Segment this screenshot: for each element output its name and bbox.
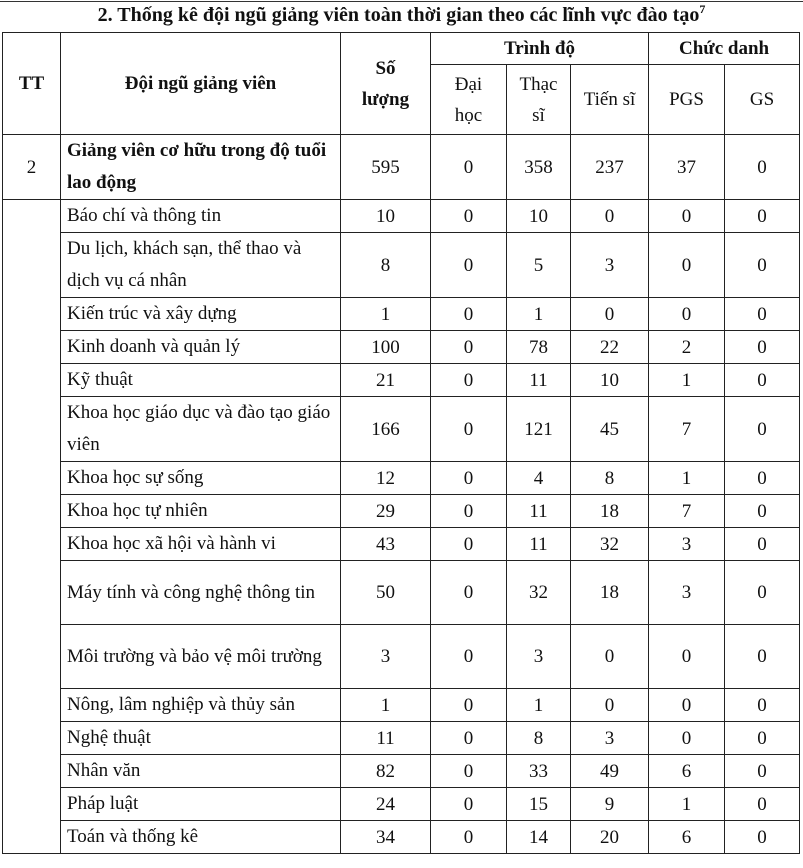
field-master: 32: [507, 561, 571, 625]
field-count: 24: [341, 788, 431, 821]
main-tt: 2: [3, 135, 61, 200]
field-prof: 0: [725, 722, 800, 755]
field-assoc-prof: 3: [649, 561, 725, 625]
field-count: 12: [341, 462, 431, 495]
field-bachelor: 0: [431, 462, 507, 495]
field-bachelor: 0: [431, 689, 507, 722]
field-prof: 0: [725, 755, 800, 788]
field-prof: 0: [725, 495, 800, 528]
header-count-line1: Số: [375, 57, 396, 79]
main-count: 595: [341, 135, 431, 200]
field-label: Khoa học xã hội và hành vi: [61, 528, 341, 561]
field-count: 10: [341, 200, 431, 233]
field-prof: 0: [725, 364, 800, 397]
main-bachelor: 0: [431, 135, 507, 200]
section-title: [0, 0, 803, 30]
field-bachelor: 0: [431, 788, 507, 821]
header-bachelor-line1: Đại: [454, 73, 483, 95]
footnote-marker: 7: [699, 2, 706, 16]
header-staff: Đội ngũ giảng viên: [61, 33, 341, 135]
field-doctor: 0: [571, 298, 649, 331]
field-doctor: 22: [571, 331, 649, 364]
field-master: 5: [507, 233, 571, 298]
field-bachelor: 0: [431, 625, 507, 689]
field-prof: 0: [725, 462, 800, 495]
table-row: [3, 233, 800, 298]
main-doctor: 237: [571, 135, 649, 200]
field-label: Máy tính và công nghệ thông tin: [61, 561, 341, 625]
field-prof: 0: [725, 625, 800, 689]
field-master: 1: [507, 689, 571, 722]
table-row: [3, 722, 800, 755]
table-row: [3, 788, 800, 821]
field-assoc-prof: 2: [649, 331, 725, 364]
table-row: [3, 200, 800, 233]
field-master: 3: [507, 625, 571, 689]
field-assoc-prof: 7: [649, 495, 725, 528]
field-count: 29: [341, 495, 431, 528]
field-count: 11: [341, 722, 431, 755]
field-bachelor: 0: [431, 233, 507, 298]
field-label: Khoa học tự nhiên: [61, 495, 341, 528]
field-doctor: 9: [571, 788, 649, 821]
header-master: [507, 65, 571, 135]
field-prof: 0: [725, 561, 800, 625]
section-title-text: 2. Thống kê đội ngũ giảng viên toàn thời gian theo các lĩnh vực đào tạo: [97, 4, 700, 26]
field-master: 121: [507, 397, 571, 462]
field-doctor: 10: [571, 364, 649, 397]
tt-empty-cell: [3, 200, 61, 854]
field-prof: 0: [725, 200, 800, 233]
field-master: 10: [507, 200, 571, 233]
field-master: 8: [507, 722, 571, 755]
table-row: [3, 561, 800, 625]
table-row: [3, 462, 800, 495]
field-count: 82: [341, 755, 431, 788]
main-label: Giảng viên cơ hữu trong độ tuổi lao động: [61, 135, 341, 200]
field-doctor: 0: [571, 625, 649, 689]
table-row: [3, 755, 800, 788]
field-bachelor: 0: [431, 528, 507, 561]
header-count-line2: lượng: [361, 88, 410, 110]
header-count: [341, 33, 431, 135]
header-assoc-prof: PGS: [649, 65, 725, 135]
header-tt: TT: [3, 33, 61, 135]
table-row: [3, 397, 800, 462]
field-count: 1: [341, 689, 431, 722]
field-doctor: 49: [571, 755, 649, 788]
field-label: Nghệ thuật: [61, 722, 341, 755]
field-bachelor: 0: [431, 821, 507, 854]
table-row: [3, 364, 800, 397]
table-row: [3, 625, 800, 689]
field-doctor: 18: [571, 495, 649, 528]
table-row: [3, 528, 800, 561]
field-master: 1: [507, 298, 571, 331]
header-master-line2: sĩ: [532, 104, 545, 126]
field-assoc-prof: 7: [649, 397, 725, 462]
field-label: Du lịch, khách sạn, thể thao và dịch vụ cá nhân: [61, 233, 341, 298]
field-master: 14: [507, 821, 571, 854]
field-prof: 0: [725, 528, 800, 561]
field-bachelor: 0: [431, 200, 507, 233]
field-doctor: 18: [571, 561, 649, 625]
staff-statistics-table: [2, 32, 800, 854]
field-doctor: 0: [571, 200, 649, 233]
field-label: Báo chí và thông tin: [61, 200, 341, 233]
field-count: 100: [341, 331, 431, 364]
field-master: 15: [507, 788, 571, 821]
field-bachelor: 0: [431, 495, 507, 528]
header-master-line1: Thạc: [519, 73, 558, 95]
table-row: [3, 689, 800, 722]
field-doctor: 8: [571, 462, 649, 495]
field-assoc-prof: 1: [649, 462, 725, 495]
field-master: 11: [507, 495, 571, 528]
header-bachelor-line2: học: [454, 104, 483, 126]
field-doctor: 32: [571, 528, 649, 561]
field-count: 43: [341, 528, 431, 561]
field-label: Kiến trúc và xây dựng: [61, 298, 341, 331]
field-assoc-prof: 0: [649, 689, 725, 722]
table-row: [3, 298, 800, 331]
field-count: 3: [341, 625, 431, 689]
field-prof: 0: [725, 233, 800, 298]
field-doctor: 0: [571, 689, 649, 722]
field-label: Khoa học sự sống: [61, 462, 341, 495]
field-bachelor: 0: [431, 298, 507, 331]
header-title-group: Chức danh: [649, 33, 800, 65]
header-bachelor: [431, 65, 507, 135]
header-prof: GS: [725, 65, 800, 135]
field-doctor: 45: [571, 397, 649, 462]
field-assoc-prof: 1: [649, 788, 725, 821]
field-master: 11: [507, 364, 571, 397]
field-label: Kỹ thuật: [61, 364, 341, 397]
field-label: Khoa học giáo dục và đào tạo giáo viên: [61, 397, 341, 462]
field-assoc-prof: 6: [649, 821, 725, 854]
field-label: Toán và thống kê: [61, 821, 341, 854]
field-assoc-prof: 0: [649, 722, 725, 755]
field-assoc-prof: 0: [649, 625, 725, 689]
header-degree-group: Trình độ: [431, 33, 649, 65]
field-master: 33: [507, 755, 571, 788]
field-master: 11: [507, 528, 571, 561]
field-doctor: 3: [571, 233, 649, 298]
table-row: [3, 495, 800, 528]
field-assoc-prof: 0: [649, 298, 725, 331]
header-doctor: Tiến sĩ: [571, 65, 649, 135]
field-bachelor: 0: [431, 331, 507, 364]
field-count: 50: [341, 561, 431, 625]
field-bachelor: 0: [431, 364, 507, 397]
field-assoc-prof: 3: [649, 528, 725, 561]
field-label: Môi trường và bảo vệ môi trường: [61, 625, 341, 689]
field-prof: 0: [725, 298, 800, 331]
field-master: 4: [507, 462, 571, 495]
field-label: Kinh doanh và quản lý: [61, 331, 341, 364]
field-assoc-prof: 0: [649, 233, 725, 298]
field-assoc-prof: 6: [649, 755, 725, 788]
field-bachelor: 0: [431, 397, 507, 462]
field-assoc-prof: 1: [649, 364, 725, 397]
field-count: 1: [341, 298, 431, 331]
field-count: 34: [341, 821, 431, 854]
field-label: Nhân văn: [61, 755, 341, 788]
field-bachelor: 0: [431, 755, 507, 788]
main-prof: 0: [725, 135, 800, 200]
main-assoc-prof: 37: [649, 135, 725, 200]
field-prof: 0: [725, 689, 800, 722]
field-prof: 0: [725, 788, 800, 821]
table-row-main: [3, 135, 800, 200]
field-count: 21: [341, 364, 431, 397]
field-assoc-prof: 0: [649, 200, 725, 233]
field-count: 166: [341, 397, 431, 462]
table-row: [3, 821, 800, 854]
field-doctor: 20: [571, 821, 649, 854]
field-master: 78: [507, 331, 571, 364]
field-prof: 0: [725, 331, 800, 364]
field-bachelor: 0: [431, 722, 507, 755]
main-master: 358: [507, 135, 571, 200]
field-label: Nông, lâm nghiệp và thủy sản: [61, 689, 341, 722]
table-row: [3, 331, 800, 364]
field-prof: 0: [725, 821, 800, 854]
field-doctor: 3: [571, 722, 649, 755]
field-count: 8: [341, 233, 431, 298]
field-bachelor: 0: [431, 561, 507, 625]
field-label: Pháp luật: [61, 788, 341, 821]
field-prof: 0: [725, 397, 800, 462]
